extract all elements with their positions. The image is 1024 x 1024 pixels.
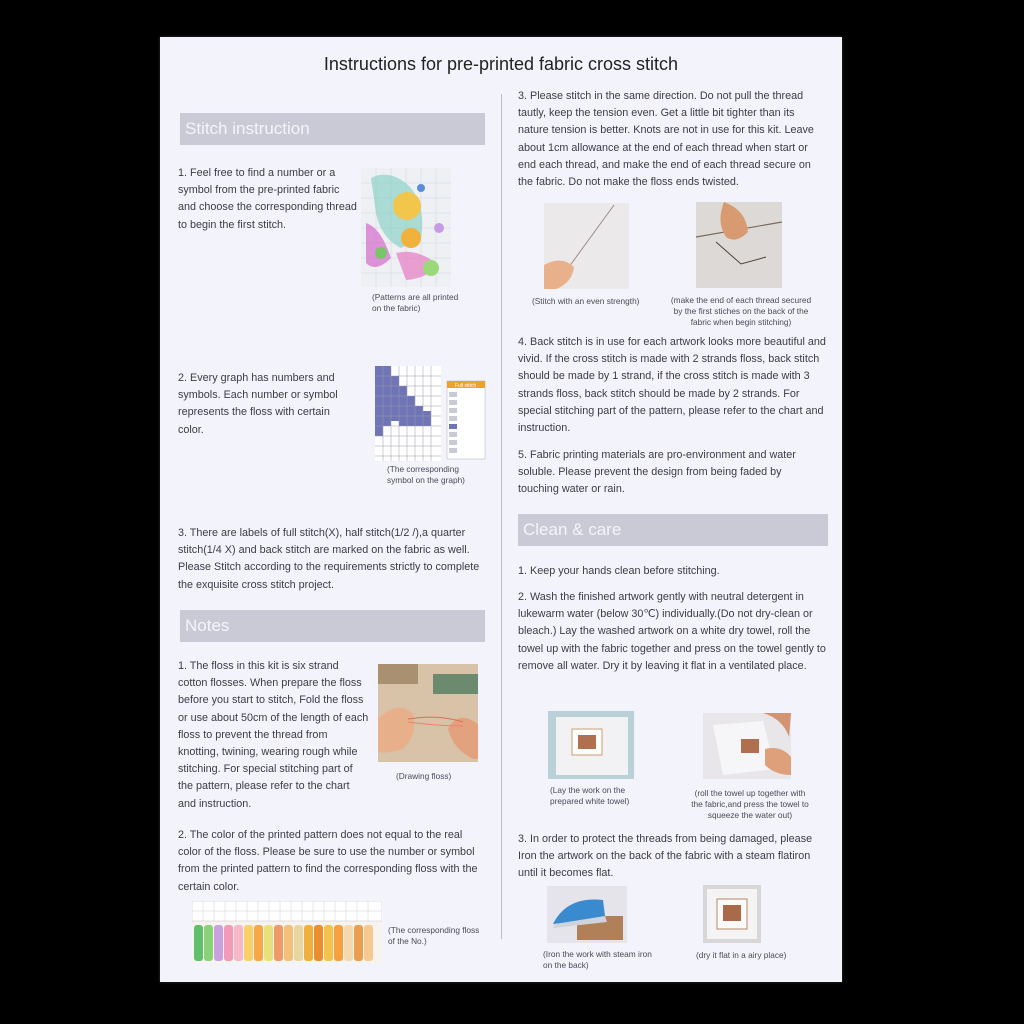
caption-towel-roll: (roll the towel up together with the fabric,and press the towel to squeeze the water out) [691, 788, 809, 820]
stitch-step-3-direction: 3. Please stitch in the same direction. Do not pull the thread tautly, keep the tension even. Get a little bit tighter than its nature tension is better. Knots are not in use for this kit. Leave about 1cm allowance at the end of each thread when start or end each thread, and make the end of each thread secure on the fabric. Do not make the floss ends twisted. [518, 90, 814, 189]
caption-patterns-printed: (Patterns are all printed on the fabric) [372, 292, 459, 313]
care-step-3-iron: 3. In order to protect the threads from being damaged, please Iron the artwork on the back of the fabric with a steam flatiron until it becomes flat. [518, 833, 813, 880]
stitch-step-2: 2. Every graph has numbers and symbols. Each number or symbol represents the floss with certain color. [178, 372, 338, 436]
legend-title: Full stitch [455, 383, 477, 389]
caption-even-strength: (Stitch with an even strength) [532, 296, 640, 306]
caption-symbol-graph: (The corresponding symbol on the graph) [387, 464, 465, 485]
care-step-2: 2. Wash the finished artwork gently with neutral detergent in lukewarm water (below 30℃) individually.(Do not dry-clean or bleach.) Lay the washed artwork on a white dry towel, roll the towel up with the fabric together and press on the towel gently to remove all water. Dry it by leaving it flat in a ventilated place. [518, 591, 826, 672]
stitch-step-1: 1. Feel free to find a number or a symbol from the pre-printed fabric and choose the corresponding thread to begin the first stitch. [178, 167, 357, 231]
dry-flat-photo [703, 885, 761, 943]
towel-lay-photo [548, 711, 634, 779]
instruction-sheet [160, 37, 842, 982]
towel-roll-photo [703, 713, 791, 779]
stitch-step-3: 3. There are labels of full stitch(X), half stitch(1/2 /),a quarter stitch(1/4 X) and back stitch are marked on the fabric as well. Please Stitch according to the requirements strictly to complete the exquisite cross stitch project. [178, 527, 480, 591]
notes-heading: Notes [180, 610, 485, 642]
page-title: Instructions for pre-printed fabric cross stitch [323, 54, 679, 74]
secure-thread-photo [696, 202, 782, 288]
symbol-graph-photo [375, 366, 487, 461]
caption-corresponding-floss: (The corresponding floss of the No.) [388, 925, 480, 946]
caption-drawing-floss: (Drawing floss) [396, 771, 452, 781]
floss-skeins-photo [192, 901, 382, 963]
caption-secure-thread: (make the end of each thread secured by the first stiches on the back of the fabric when begin stitching) [670, 295, 812, 327]
iron-photo [547, 886, 627, 943]
caption-towel-lay: (Lay the work on the prepared white towel) [550, 785, 630, 806]
care-step-1: 1. Keep your hands clean before stitching. [518, 565, 720, 577]
stitch-step-4-back-stitch: 4. Back stitch is in use for each artwork looks more beautiful and vivid. If the cross stitch is made with 2 strands floss, back stitch should be made by 1 strand, if the cross stitch is made with 3 strands floss, back stitch should be made by 2 strands. For special stitching part of the pattern, please refer to the chart and instruction. [518, 336, 826, 435]
column-divider [501, 94, 502, 939]
clean-care-heading: Clean & care [518, 514, 828, 546]
pattern-fabric-photo [361, 168, 451, 287]
stitch-step-5-fabric-materials: 5. Fabric printing materials are pro-environment and water soluble. Please prevent the design from being faded by touching water or rain. [518, 449, 796, 496]
even-strength-photo [544, 203, 629, 289]
notes-step-1: 1. The floss in this kit is six strand cotton flosses. When prepare the floss before you start to stitch, Fold the floss or use about 50cm of the length of each floss to prevent the thread from knotting, twining, wearing rough while stitching. For special stitching part of the pattern, please refer to the chart and instruction. [178, 660, 369, 810]
notes-step-2: 2. The color of the printed pattern does not equal to the real color of the floss. Please be sure to use the number or symbol from the printed pattern to find the corresponding floss with the certain color. [178, 829, 478, 893]
caption-dry-flat: (dry it flat in a airy place) [696, 950, 787, 960]
caption-iron: (Iron the work with steam iron on the back) [543, 949, 652, 970]
drawing-floss-photo [378, 664, 478, 762]
stitch-instruction-heading: Stitch instruction [180, 113, 485, 145]
